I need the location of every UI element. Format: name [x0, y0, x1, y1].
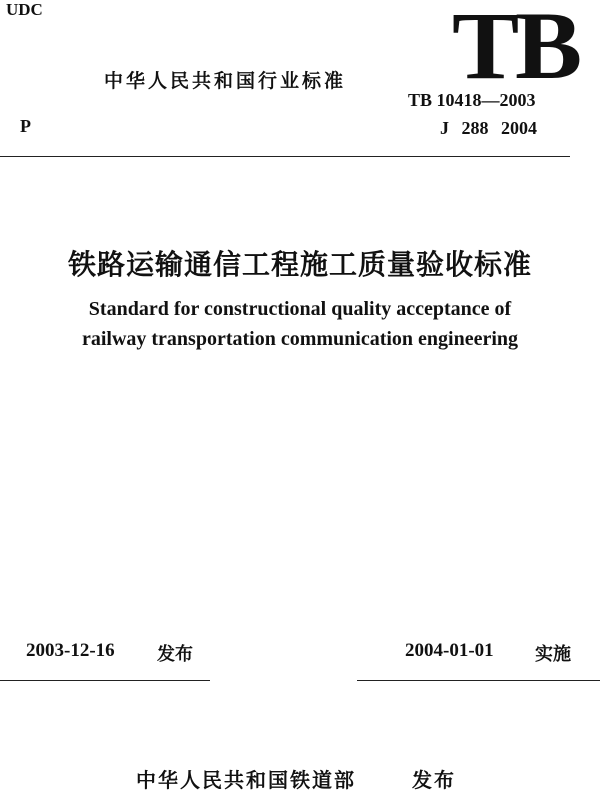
record-number: J 288 2004: [440, 118, 537, 138]
footer-divider-right: [357, 680, 600, 681]
tb-logo: TB: [452, 0, 579, 99]
issue-label: 发布: [157, 644, 193, 665]
publisher-action: 发布: [412, 768, 456, 792]
implementation-date: 2004-01-01: [405, 640, 494, 661]
udc-label: UDC: [6, 0, 43, 19]
title-english-line-2: railway transportation communication engineering: [81, 328, 519, 350]
issue-date: 2003-12-16: [26, 640, 115, 661]
implementation-label: 实施: [535, 644, 571, 665]
title-english-line-1: Standard for constructional quality acceptance of: [88, 298, 512, 320]
footer-divider-left: [0, 680, 210, 681]
standard-number: TB 10418—2003: [408, 90, 536, 110]
industry-standard-heading: 中华人民共和国行业标准: [104, 70, 347, 92]
category-code: P: [20, 116, 31, 136]
publisher-name: 中华人民共和国铁道部: [136, 768, 356, 792]
title-chinese: 铁路运输通信工程施工质量验收标准: [67, 248, 532, 281]
header-divider: [0, 156, 570, 157]
